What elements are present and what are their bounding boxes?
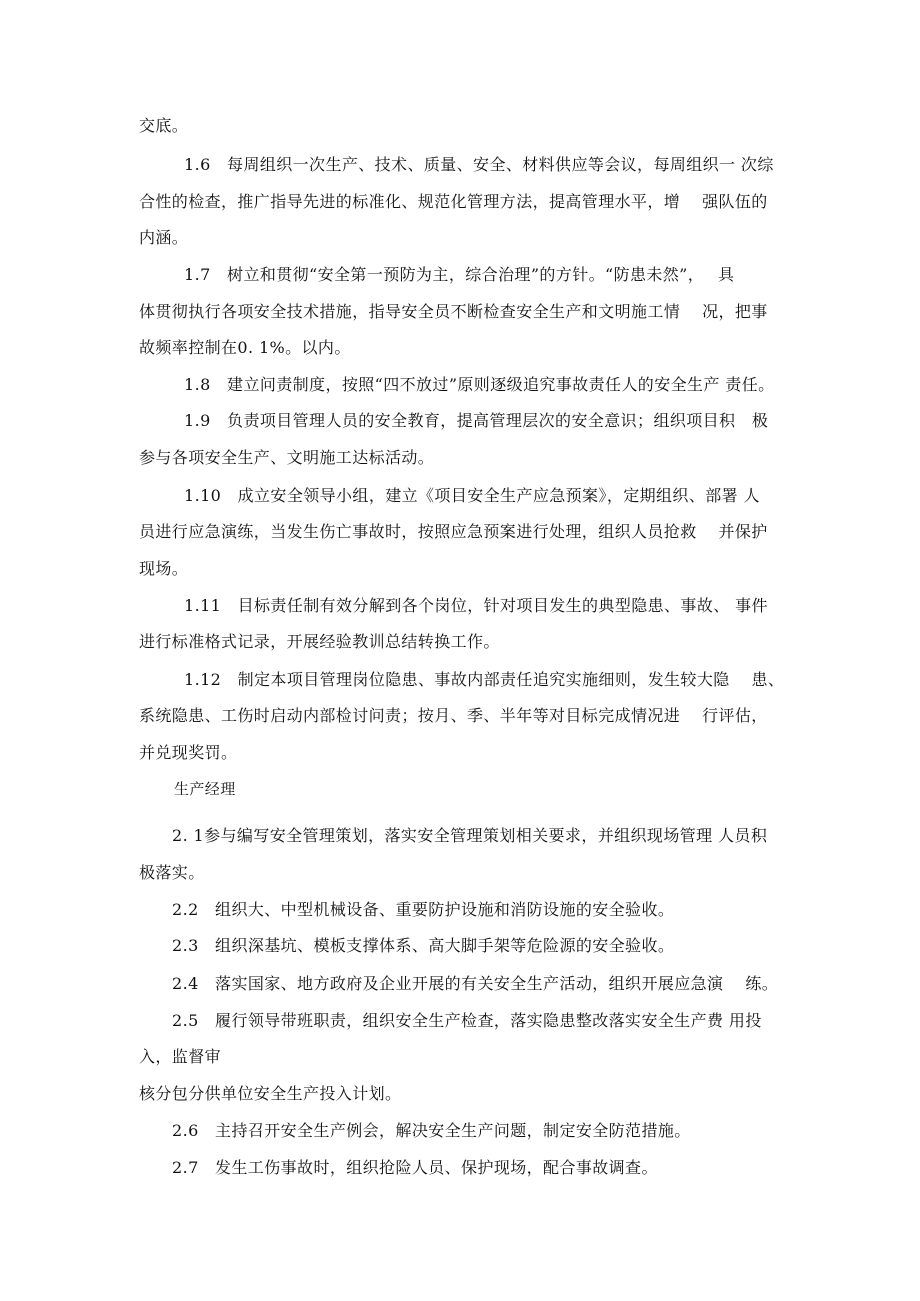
paragraph-1-12: 1.12 制定本项目管理岗位隐患、事故内部责任追究实施细则，发生较大隐 患、 <box>184 670 785 689</box>
paragraph-2-2: 2.2 组织大、中型机械设备、重要防护设施和消防设施的安全验收。 <box>172 900 675 919</box>
paragraph-1-11: 1.11 目标责任制有效分解到各个岗位，针对项目发生的典型隐患、事故、 事件 <box>184 596 768 615</box>
text-line: 内涵。 <box>139 228 189 247</box>
paragraph-2-7: 2.7 发生工伤事故时，组织抢险人员、保护现场，配合事故调查。 <box>172 1158 658 1177</box>
paragraph-2-5: 2.5 履行领导带班职责，组织安全生产检查，落实隐患整改落实安全生产费 用投 <box>172 1011 762 1030</box>
text-line: 核分包分供单位安全生产投入计划。 <box>139 1084 402 1103</box>
text-line: 并兑现奖罚。 <box>139 743 238 762</box>
text-line: 系统隐患、工伤时启动内部检讨问责；按月、季、半年等对目标完成情况进 行评估， <box>139 706 768 725</box>
paragraph-2-1: 2. 1参与编写安全管理策划，落实安全管理策划相关要求，并组织现场管理 人员积 <box>172 826 768 845</box>
text-line: 入，监督审 <box>139 1047 222 1066</box>
text-line: 故频率控制在0. 1%。以内。 <box>139 338 351 357</box>
text-line: 参与各项安全生产、文明施工达标活动。 <box>139 448 435 467</box>
text-line: 交底。 <box>139 116 189 135</box>
text-line: 体贯彻执行各项安全技术措施，指导安全员不断检查安全生产和文明施工情 况，把事 <box>139 302 768 321</box>
text-line: 员进行应急演练，当发生伤亡事故时，按照应急预案进行处理，组织人员抢救 并保护 <box>139 522 768 541</box>
paragraph-1-9: 1.9 负责项目管理人员的安全教育，提高管理层次的安全意识；组织项目积 极 <box>184 411 769 430</box>
paragraph-1-6: 1.6 每周组织一次生产、技术、质量、安全、材料供应等会议，每周组织一 次综 <box>184 155 774 174</box>
paragraph-2-3: 2.3 组织深基坑、模板支撑体系、高大脚手架等危险源的安全验收。 <box>172 936 675 955</box>
text-line: 极落实。 <box>139 863 205 882</box>
paragraph-1-7: 1.7 树立和贯彻“安全第一预防为主，综合治理”的方针。“防患未然”， 具 <box>184 265 735 284</box>
paragraph-1-8: 1.8 建立问责制度，按照“四不放过”原则逐级追究事故责任人的安全生产 责任。 <box>184 375 775 394</box>
text-line: 进行标准格式记录，开展经验教训总结转换工作。 <box>139 632 500 651</box>
paragraph-2-4: 2.4 落实国家、地方政府及企业开展的有关安全生产活动，组织开展应急演 练。 <box>172 974 779 993</box>
text-line: 现场。 <box>139 559 189 578</box>
text-line: 合性的检查，推广指导先进的标准化、规范化管理方法，提高管理水平，增 强队伍的 <box>139 192 768 211</box>
paragraph-1-10: 1.10 成立安全领导小组，建立《项目安全生产应急预案》，定期组织、部署 人 <box>184 486 760 505</box>
paragraph-2-6: 2.6 主持召开安全生产例会，解决安全生产问题，制定安全防范措施。 <box>172 1121 691 1140</box>
section-heading: 生产经理 <box>174 780 236 798</box>
